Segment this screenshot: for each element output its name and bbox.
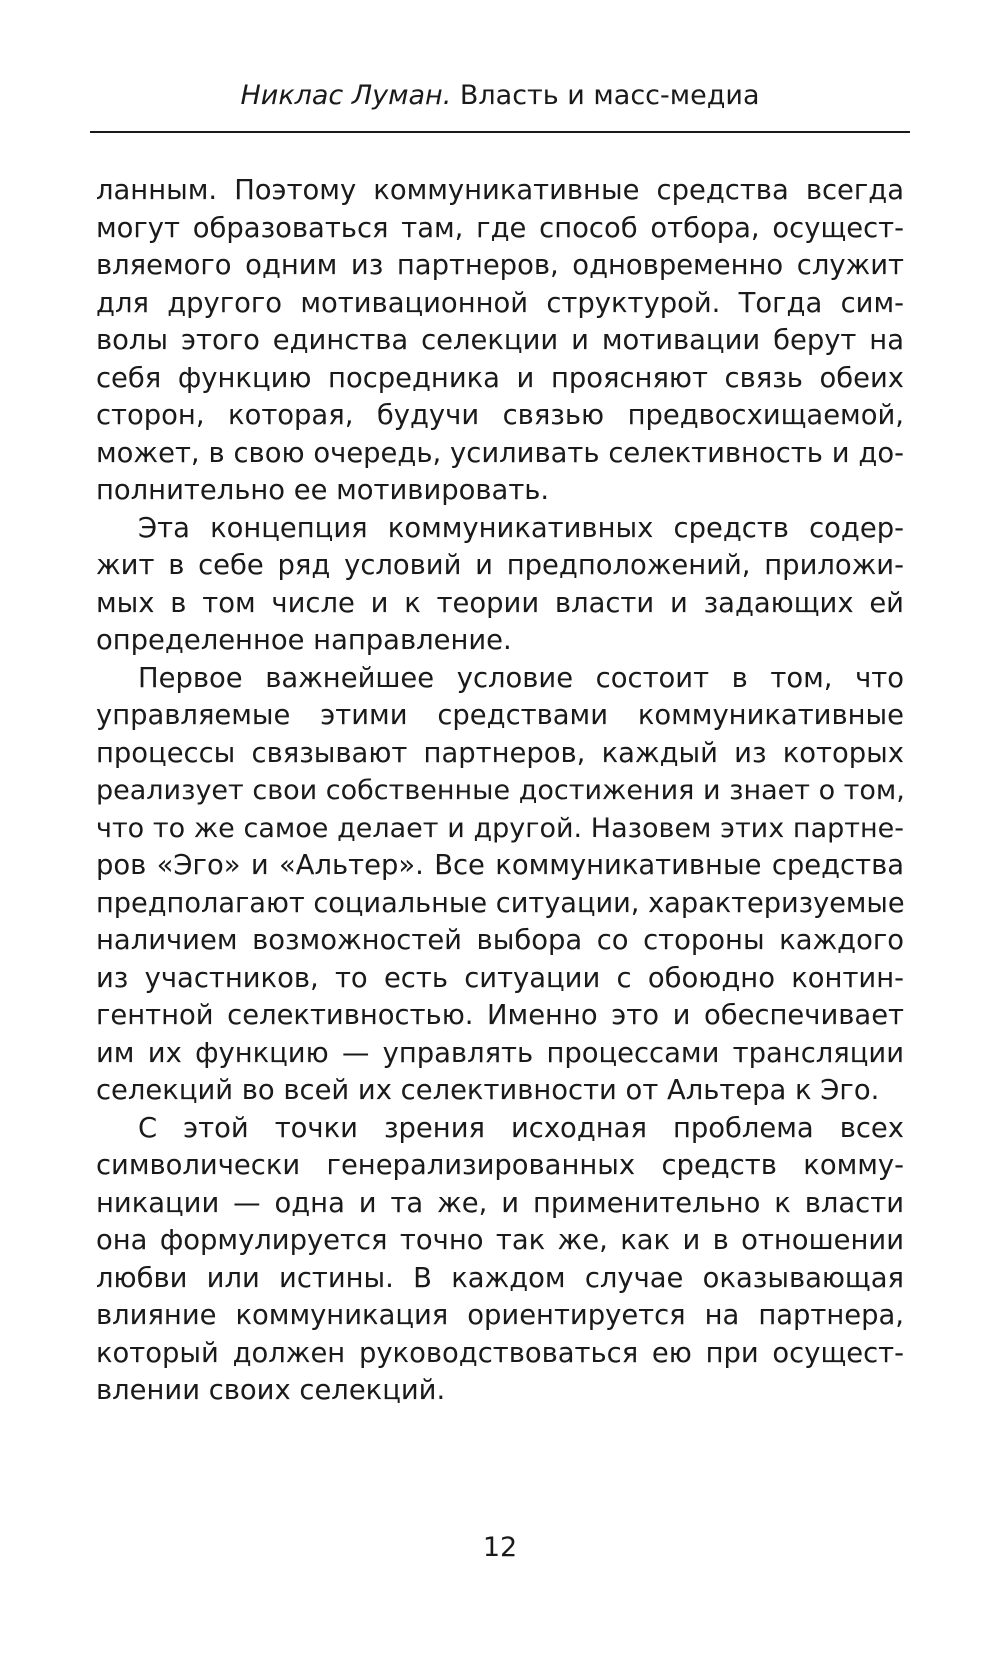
text-line: для другого мотивационной структурой. Тогда сим-	[96, 287, 904, 319]
paragraph	[96, 510, 904, 660]
running-header	[90, 78, 910, 114]
text-line: им их функцию — управлять процессами трансляции	[96, 1037, 904, 1069]
text-line: могут образоваться там, где способ отбора, осущест-	[96, 212, 904, 244]
text-line: который должен руководствоваться ею при осущест-	[96, 1337, 904, 1369]
text-line: символически генерализированных средств комму-	[96, 1150, 904, 1181]
paragraph	[96, 1110, 904, 1410]
text-line: предполагают социальные ситуации, характеризуемые	[96, 887, 905, 919]
text-line: мых в том числе и к теории власти и задающих ей	[96, 587, 904, 619]
text-line: полнительно ее мотивировать.	[96, 475, 550, 506]
paragraph	[96, 660, 904, 1110]
header-title: Власть и масс-медиа	[459, 80, 760, 111]
page-number: 12	[482, 1532, 518, 1563]
text-line: никации — одна и та же, и применительно к власти	[96, 1187, 904, 1219]
text-line: она формулируется точно так же, как и в отношении	[96, 1225, 904, 1256]
text-line: ланным. Поэтому коммуникативные средства всегда	[96, 175, 904, 206]
text-line: гентной селективностью. Именно это и обеспечивает	[96, 1000, 904, 1031]
text-line: Эта концепция коммуникативных средств содер-	[138, 512, 904, 544]
text-line: реализует свои собственные достижения и знает о том,	[96, 775, 905, 806]
text-line: волы этого единства селекции и мотивации берут на	[96, 325, 904, 356]
text-line: может, в свою очередь, усиливать селективность и до-	[96, 437, 904, 469]
header-author: Никлас Луман.	[240, 80, 452, 111]
text-line: сторон, которая, будучи связью предвосхищаемой,	[96, 400, 904, 431]
text-line: вляемого одним из партнеров, одновременно служит	[96, 250, 904, 281]
text-line: определенное направление.	[96, 625, 512, 656]
text-line: управляемые этими средствами коммуникативные	[96, 700, 904, 731]
text-line: себя функцию посредника и проясняют связь обеих	[96, 362, 904, 394]
text-line: наличием возможностей выбора со стороны каждого	[96, 925, 904, 956]
header-rule	[90, 131, 910, 133]
text-line: что то же самое делает и другой. Назовем этих партне-	[96, 812, 904, 844]
text-line: влияние коммуникация ориентируется на партнера,	[96, 1300, 904, 1331]
text-line: любви или истины. В каждом случае оказывающая	[96, 1262, 904, 1294]
text-line: из участников, то есть ситуации с обоюдно контин-	[96, 962, 904, 994]
body-text	[96, 172, 904, 1410]
text-line: Первое важнейшее условие состоит в том, что	[138, 662, 904, 694]
text-line: влении своих селекций.	[96, 1375, 446, 1406]
paragraph	[96, 172, 904, 510]
text-line: ров «Эго» и «Альтер». Все коммуникативные средства	[96, 850, 904, 881]
text-line: жит в себе ряд условий и предположений, приложи-	[96, 550, 904, 581]
text-line: процессы связывают партнеров, каждый из которых	[96, 737, 904, 769]
text-line: С этой точки зрения исходная проблема всех	[138, 1112, 904, 1144]
text-line: селекций во всей их селективности от Альтера к Эго.	[96, 1075, 880, 1106]
